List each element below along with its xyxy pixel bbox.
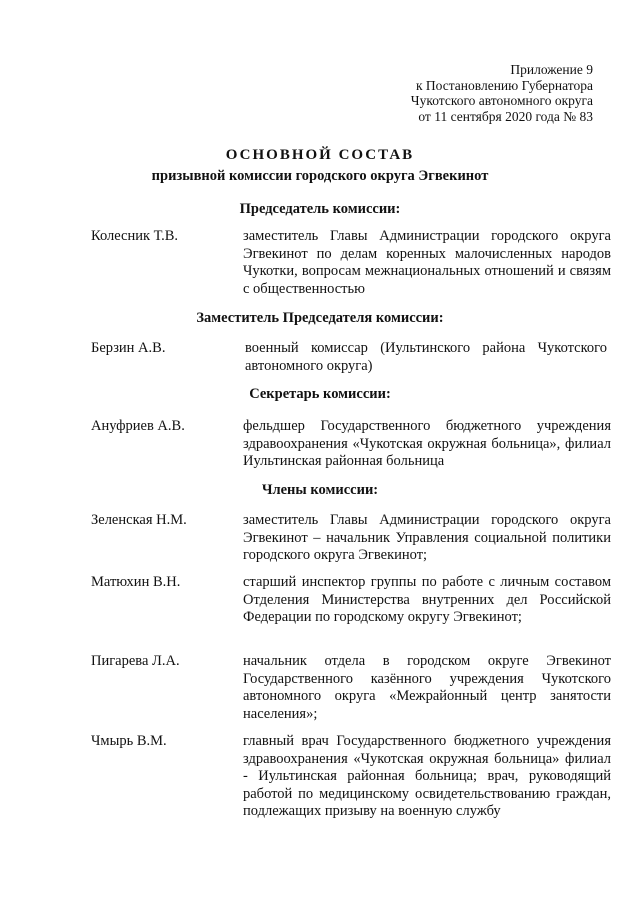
section-heading-members: Члены комиссии: <box>261 482 379 498</box>
person-name: Ануфриев А.В. <box>91 418 185 434</box>
document-subtitle: призывной комиссии городского округа Эгвекинот <box>151 168 489 184</box>
person-position: заместитель Главы Администрации городского округа Эгвекинот по делам коренных малочисленных народов Чукотки, вопросам межнациональных отношений и связям с общественностью <box>243 228 611 297</box>
section-heading-secretary: Секретарь комиссии: <box>249 386 391 402</box>
appendix-line: к Постановлению Губернатора <box>415 77 593 93</box>
person-name: Чмырь В.М. <box>91 733 167 749</box>
appendix-line: Приложение 9 <box>510 62 593 77</box>
appendix-block <box>353 62 593 124</box>
person-position: военный комиссар (Иультинского района Чукотского автономного округа) <box>245 340 607 374</box>
person-name: Зеленская Н.М. <box>91 512 187 528</box>
person-name: Пигарева Л.А. <box>91 653 180 669</box>
section-heading-chairman: Председатель комиссии: <box>239 201 401 217</box>
person-position: старший инспектор группы по работе с личным составом Отделения Министерства внутренних дел Российской Федерации по городскому округу Эгвекинот; <box>243 574 611 625</box>
person-position: заместитель Главы Администрации городского округа Эгвекинот – начальник Управления социальной политики городского округа Эгвекинот; <box>243 512 611 563</box>
person-position: фельдшер Государственного бюджетного учреждения здравоохранения «Чукотская окружная больница», филиал Иультинская районная больница <box>243 418 611 469</box>
section-heading-deputy: Заместитель Председателя комиссии: <box>196 310 444 326</box>
appendix-line: Чукотского автономного округа <box>410 93 593 108</box>
person-position: начальник отдела в городском округе Эгвекинот Государственного казённого учреждения Чукотского автономного округа «Межрайонный центр занятости населения»; <box>243 653 611 722</box>
appendix-line: от 11 сентября 2020 года № 83 <box>418 108 593 124</box>
document-title: ОСНОВНОЙ СОСТАВ <box>225 147 415 163</box>
person-name: Матюхин В.Н. <box>91 574 181 590</box>
person-position: главный врач Государственного бюджетного учреждения здравоохранения «Чукотская окружная больница» филиал - Иультинская районная больница; врач, руководящий работой по медицинскому освидетельствованию граждан, подлежащих призыву на военную службу <box>243 733 611 819</box>
person-name: Колесник Т.В. <box>91 228 178 244</box>
person-name: Берзин А.В. <box>91 340 166 356</box>
